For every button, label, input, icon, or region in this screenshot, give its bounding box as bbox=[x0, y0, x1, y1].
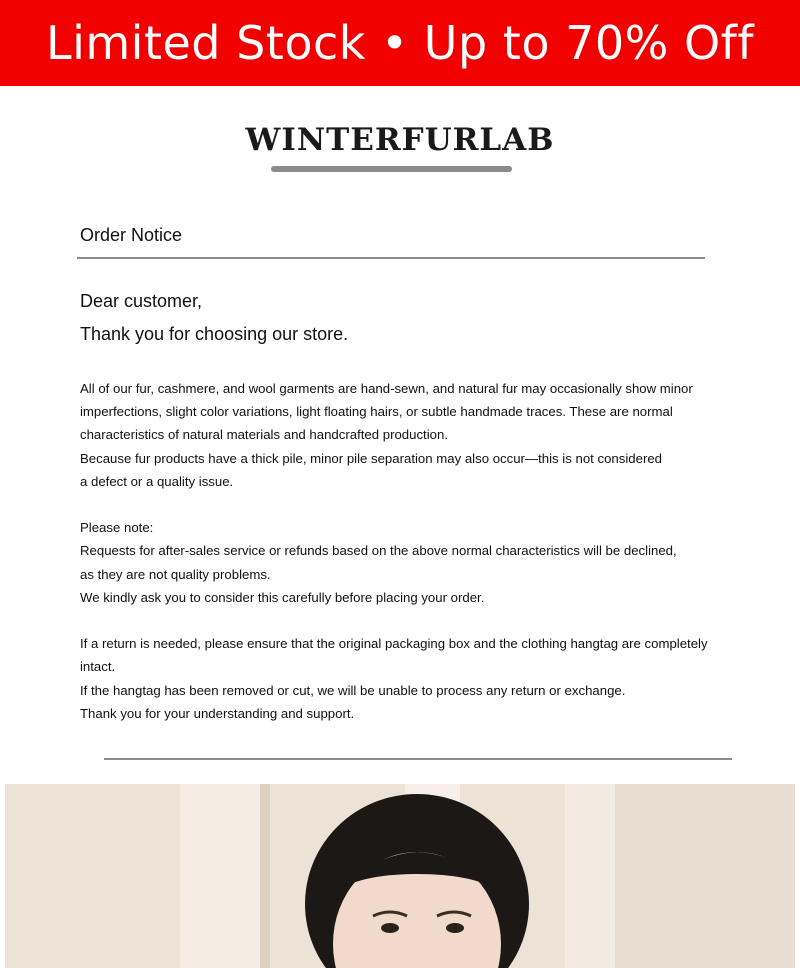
notice-line: Please note: bbox=[80, 520, 154, 536]
model-photo bbox=[5, 784, 795, 968]
notice-line: characteristics of natural materials and handcrafted production. bbox=[80, 427, 448, 443]
notice-line: Thank you for your understanding and support. bbox=[80, 705, 355, 721]
notice-line: If a return is needed, please ensure that the original packaging box and the clothing hangtag are completely bbox=[80, 636, 708, 652]
paragraph-gap bbox=[80, 493, 720, 516]
model-photo-illustration bbox=[5, 784, 795, 968]
notice-line: We kindly ask you to consider this carefully before placing your order. bbox=[80, 589, 485, 605]
notice-title-divider bbox=[77, 257, 705, 259]
notice-body bbox=[80, 377, 720, 725]
brand-name: WINTERFURLAB bbox=[245, 122, 555, 158]
greeting-text: Dear customer, bbox=[80, 291, 203, 311]
notice-line: a defect or a quality issue. bbox=[80, 473, 234, 489]
notice-line: If the hangtag has been removed or cut, we will be unable to process any return or exchange. bbox=[80, 682, 626, 698]
logo-underline-divider bbox=[271, 166, 512, 172]
notice-line: imperfections, slight color variations, light floating hairs, or subtle handmade traces. These are normal bbox=[80, 404, 673, 420]
thanks-text: Thank you for choosing our store. bbox=[80, 324, 349, 344]
notice-line: as they are not quality problems. bbox=[80, 566, 271, 582]
notice-line: Requests for after-sales service or refunds based on the above normal characteristics will be declined, bbox=[80, 543, 677, 559]
promo-banner bbox=[0, 0, 800, 86]
bottom-divider bbox=[104, 758, 732, 760]
promo-banner-text: Limited Stock • Up to 70% Off bbox=[45, 16, 755, 70]
notice-title: Order Notice bbox=[80, 225, 183, 245]
brand-logo bbox=[0, 122, 800, 158]
notice-line: intact. bbox=[80, 659, 116, 675]
notice-line: Because fur products have a thick pile, minor pile separation may also occur—this is not considered bbox=[80, 450, 663, 466]
paragraph-gap bbox=[80, 609, 720, 632]
notice-line: All of our fur, cashmere, and wool garments are hand-sewn, and natural fur may occasionally show minor bbox=[80, 381, 693, 396]
